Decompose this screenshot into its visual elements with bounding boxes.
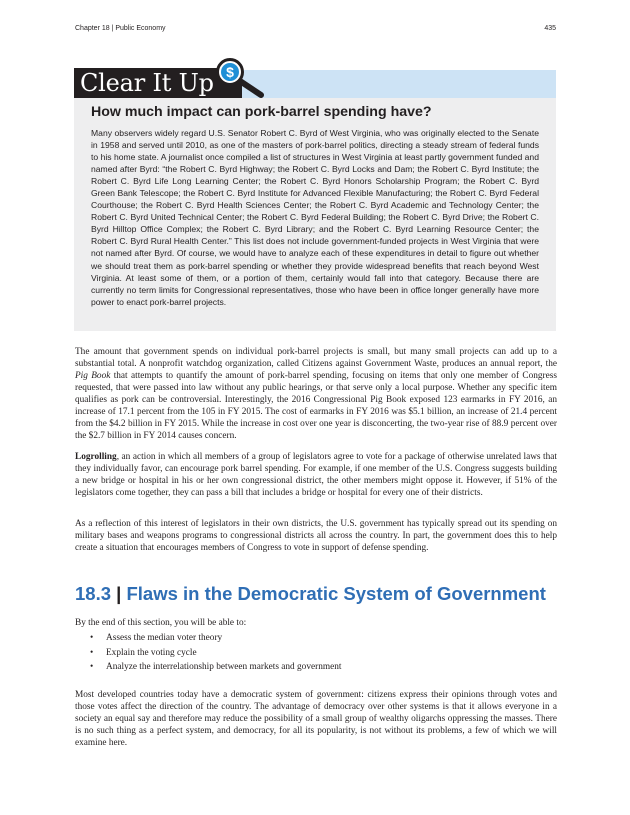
feature-body: Many observers widely regard U.S. Senator Robert C. Byrd of West Virginia, who was originally elected to the Senate in 1958 and served until 2010, as one of the masters of pork-barrel politics, directing a steady stream of federal funds to his home state. A journalist once compiled a list of structures in West Virginia at least partly government funded and named after Byrd: “the Robert C. Byrd Highway; the Robert C. Byrd Locks and Dam; the Robert C. Byrd Institute; the Robert C. Byrd Life Long Learning Center; the Robert C. Byrd Honors Scholarship Program; the Robert C. Byrd Green Bank Telescope; the Robert C. Byrd Institute for Advanced Flexible Manufacturing; the Robert C. Byrd Federal Courthouse; the Robert C. Byrd Health Sciences Center; the Robert C. Byrd Academic and Technology Center; the Robert C. Byrd United Technical Center; the Robert C. Byrd Federal Building; the Robert C. Byrd Drive; the Robert C. Byrd Hilltop Office Complex; the Robert C. Byrd Library; and the Robert C. Byrd Learning Resource Center; the Robert C. Byrd Rural Health Center.” This list does not include government-funded projects in West Virginia that were not named after Byrd. Of course, we would have to analyze each of these expenditures in detail to figure out whether we should treat them as pork-barrel spending or whether they provide widespread benefits that reach beyond West Virginia. At least some of them, or a portion of them, certainly would fall into that category. Because there are currently no term limits for Congressional representatives, those who have been in office longer generally have more power to enact pork-barrel projects.: [91, 128, 539, 307]
learning-objectives: [90, 631, 341, 675]
pig-book-title: Pig Book: [75, 370, 111, 381]
objective-item: • Assess the median voter theory: [90, 631, 341, 646]
section-heading: [75, 583, 546, 605]
feature-question: How much impact can pork-barrel spending have?: [91, 104, 432, 120]
objectives-intro: By the end of this section, you will be able to:: [75, 618, 247, 628]
svg-text:$: $: [226, 64, 234, 80]
paragraph-logrolling: [75, 452, 557, 500]
magnifier-dollar-icon: [214, 57, 272, 101]
paragraph-districts: As a reflection of this interest of legislators in their own districts, the U.S. government has typically spread out its spending on military bases and weapons programs to congressional districts all across the country. In part, the government does this to help create a situation that encourages members of Congress to vote in support of defense spending.: [75, 519, 557, 553]
objective-item: • Explain the voting cycle: [90, 646, 341, 661]
section-title: Flaws in the Democratic System of Government: [126, 583, 546, 604]
paragraph-pig-book: [75, 347, 557, 443]
paragraph-democracy: Most developed countries today have a democratic system of government: citizens express their opinions through votes and those votes affect the direction of the country. The advantage of democracy over other systems is that it allows everyone in a society an equal say and therefore may reduce the possibility of a small group of wealthy oligarchs oppressing the masses. There is no such thing as a perfect system, and democracy, for all its popularity, is not without its problems, a few of which we will examine here.: [75, 690, 557, 748]
running-header-chapter: Chapter 18 | Public Economy: [75, 25, 166, 32]
paragraph-text: The amount that government spends on individual pork-barrel projects is small, but many small projects can add up to a substantial total. A nonprofit watchdog organization, called Citizens against Government Waste, produces an annual report, the: [75, 347, 557, 369]
section-separator: |: [116, 583, 122, 604]
objective-item: • Analyze the interrelationship between markets and government: [90, 660, 341, 675]
section-number: 18.3: [75, 583, 112, 604]
paragraph-text: , an action in which all members of a group of legislators agree to vote for a package of otherwise unrelated laws that they individually favor, can encourage pork barrel spending. For example, if one member of the U.S. Congress suggests building a new bridge or hospital in his or her own congressional district, the other members might oppose it. However, if 51% of the legislators come together, they can pass a bill that includes a bridge or hospital for every one of their districts.: [75, 452, 557, 498]
logrolling-term: Logrolling: [75, 452, 117, 462]
feature-label: Clear It Up: [74, 68, 242, 98]
page-number: 435: [544, 25, 556, 32]
paragraph-text: that attempts to quantify the amount of pork-barrel spending, focusing on items that only one member of Congress requested, that were passed into law without any public hearings, or that serve only a local purpose. Whether any specific item qualifies as pork can be controversial. Interestingly, the 2016 Congressional Pig Book exposed 123 earmarks in FY 2016, an increase of 17.1 percent from the 105 in FY 2015. The cost of earmarks in FY 2016 was $5.1 billion, an increase of 21.4 percent from the $4.2 billion in FY 2015. While the increase in cost over one year is disconcerting, the two-year rise of 88.9 percent over the $2.7 billion in FY 2014 causes concern.: [75, 370, 557, 441]
